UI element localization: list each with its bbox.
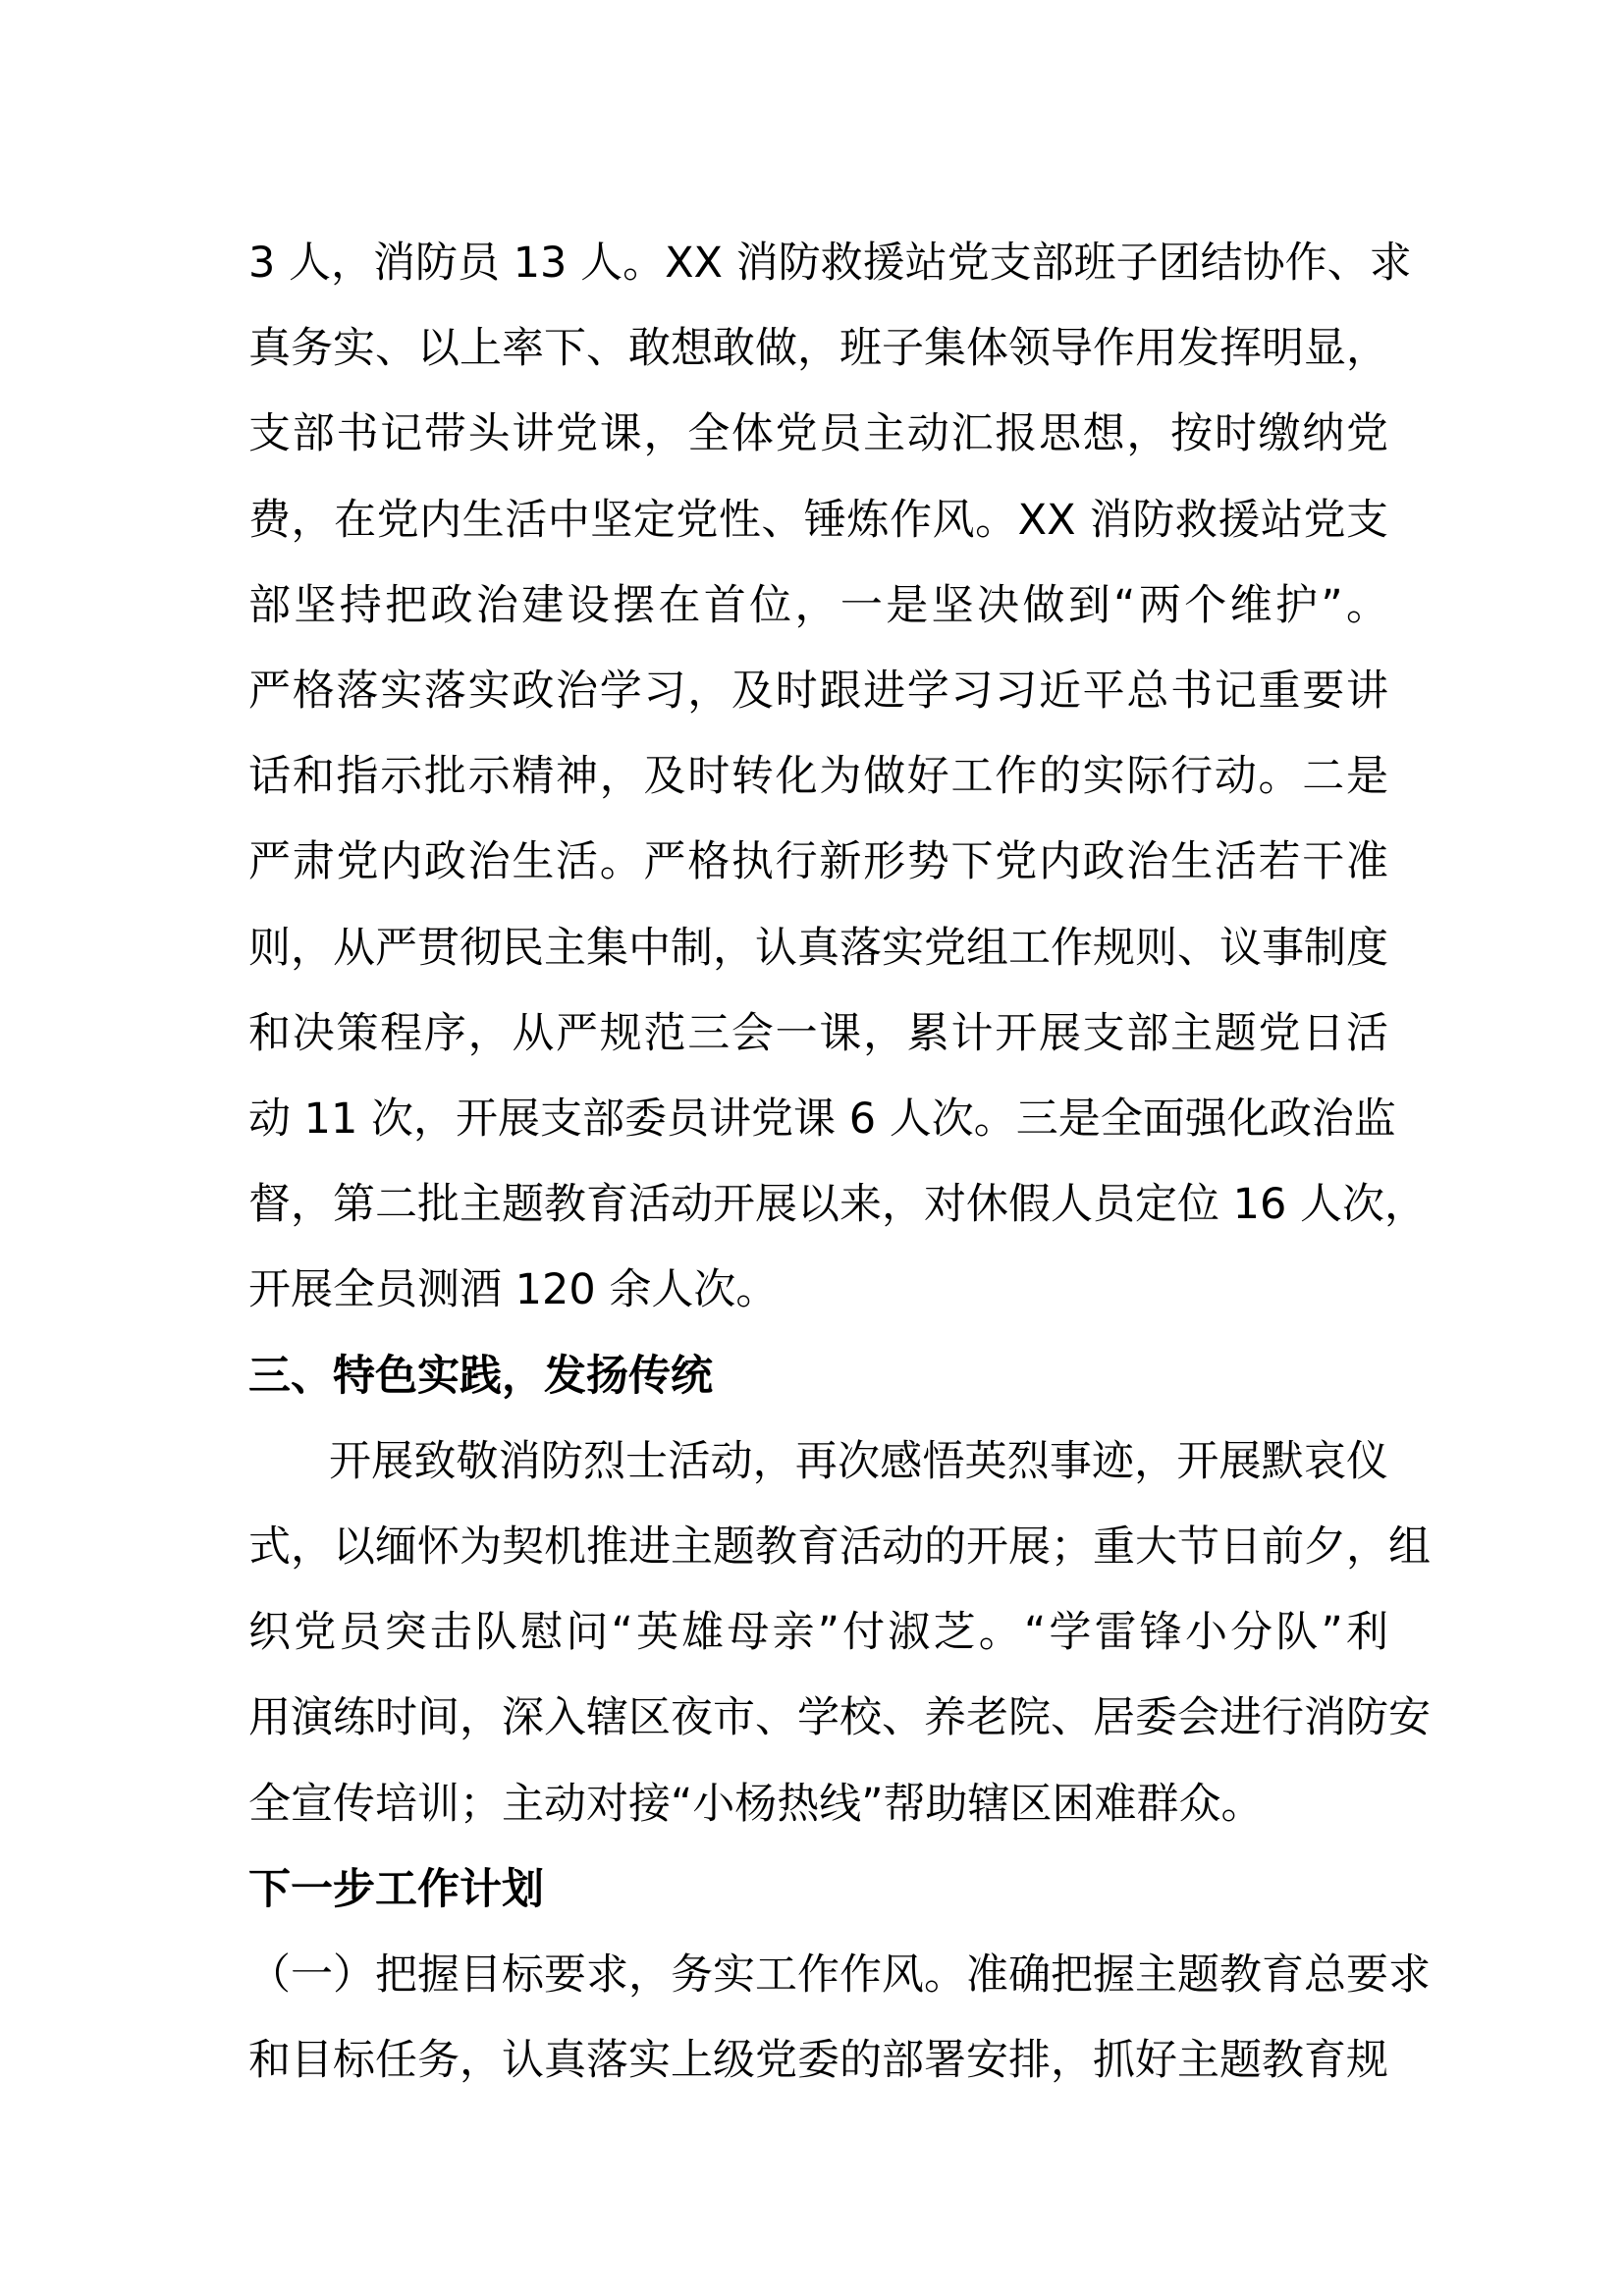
paragraph-line: 严格落实落实政治学习，及时跟进学习习近平总书记重要讲 [248, 667, 1388, 716]
paragraph-line: 式，以缅怀为契机推进主题教育活动的开展；重大节日前夕，组 [248, 1522, 1431, 1572]
paragraph-line: 织党员突击队慰问“英雄母亲”付淑芝。“学雷锋小分队”利 [248, 1608, 1388, 1658]
paragraph-line: 严肃党内政治生活。严格执行新形势下党内政治生活若干准 [248, 837, 1388, 887]
paragraph-line: 和决策程序，从严规范三会一课，累计开展支部主题党日活 [248, 1008, 1388, 1058]
paragraph-line: 动 11 次，开展支部委员讲党课 6 人次。三是全面强化政治监 [248, 1095, 1396, 1144]
paragraph-line: 3 人，消防员 13 人。XX 消防救援站党支部班子团结协作、求 [248, 239, 1412, 288]
paragraph-line: 开展致敬消防烈士活动，再次感悟英烈事迹，开展默哀仪 [329, 1436, 1388, 1486]
section-heading: 下一步工作计划 [248, 1864, 544, 1914]
paragraph-line: 用演练时间，深入辖区夜市、学校、养老院、居委会进行消防安 [248, 1693, 1431, 1743]
paragraph-line: （一）把握目标要求，务实工作作风。准确把握主题教育总要求 [248, 1950, 1431, 2000]
paragraph-line: 开展全员测酒 120 余人次。 [248, 1265, 779, 1315]
paragraph-line: 话和指示批示精神，及时转化为做好工作的实际行动。二是 [248, 752, 1388, 802]
paragraph-line: 和目标任务，认真落实上级党委的部署安排，抓好主题教育规 [248, 2036, 1388, 2086]
paragraph-line: 部坚持把政治建设摆在首位，一是坚决做到“两个维护”。 [248, 580, 1388, 630]
paragraph-line: 则，从严贯彻民主集中制，认真落实党组工作规则、议事制度 [248, 923, 1388, 973]
paragraph-line: 费，在党内生活中坚定党性、锤炼作风。XX 消防救援站党支 [248, 495, 1388, 545]
paragraph-line: 全宣传培训；主动对接“小杨热线”帮助辖区困难群众。 [248, 1779, 1264, 1829]
section-heading: 三、特色实践，发扬传统 [248, 1351, 713, 1401]
paragraph-line: 支部书记带头讲党课，全体党员主动汇报思想，按时缴纳党 [248, 409, 1388, 459]
paragraph-line: 真务实、以上率下、敢想敢做，班子集体领导作用发挥明显， [248, 324, 1388, 374]
paragraph-line: 督，第二批主题教育活动开展以来，对休假人员定位 16 人次， [248, 1180, 1428, 1230]
